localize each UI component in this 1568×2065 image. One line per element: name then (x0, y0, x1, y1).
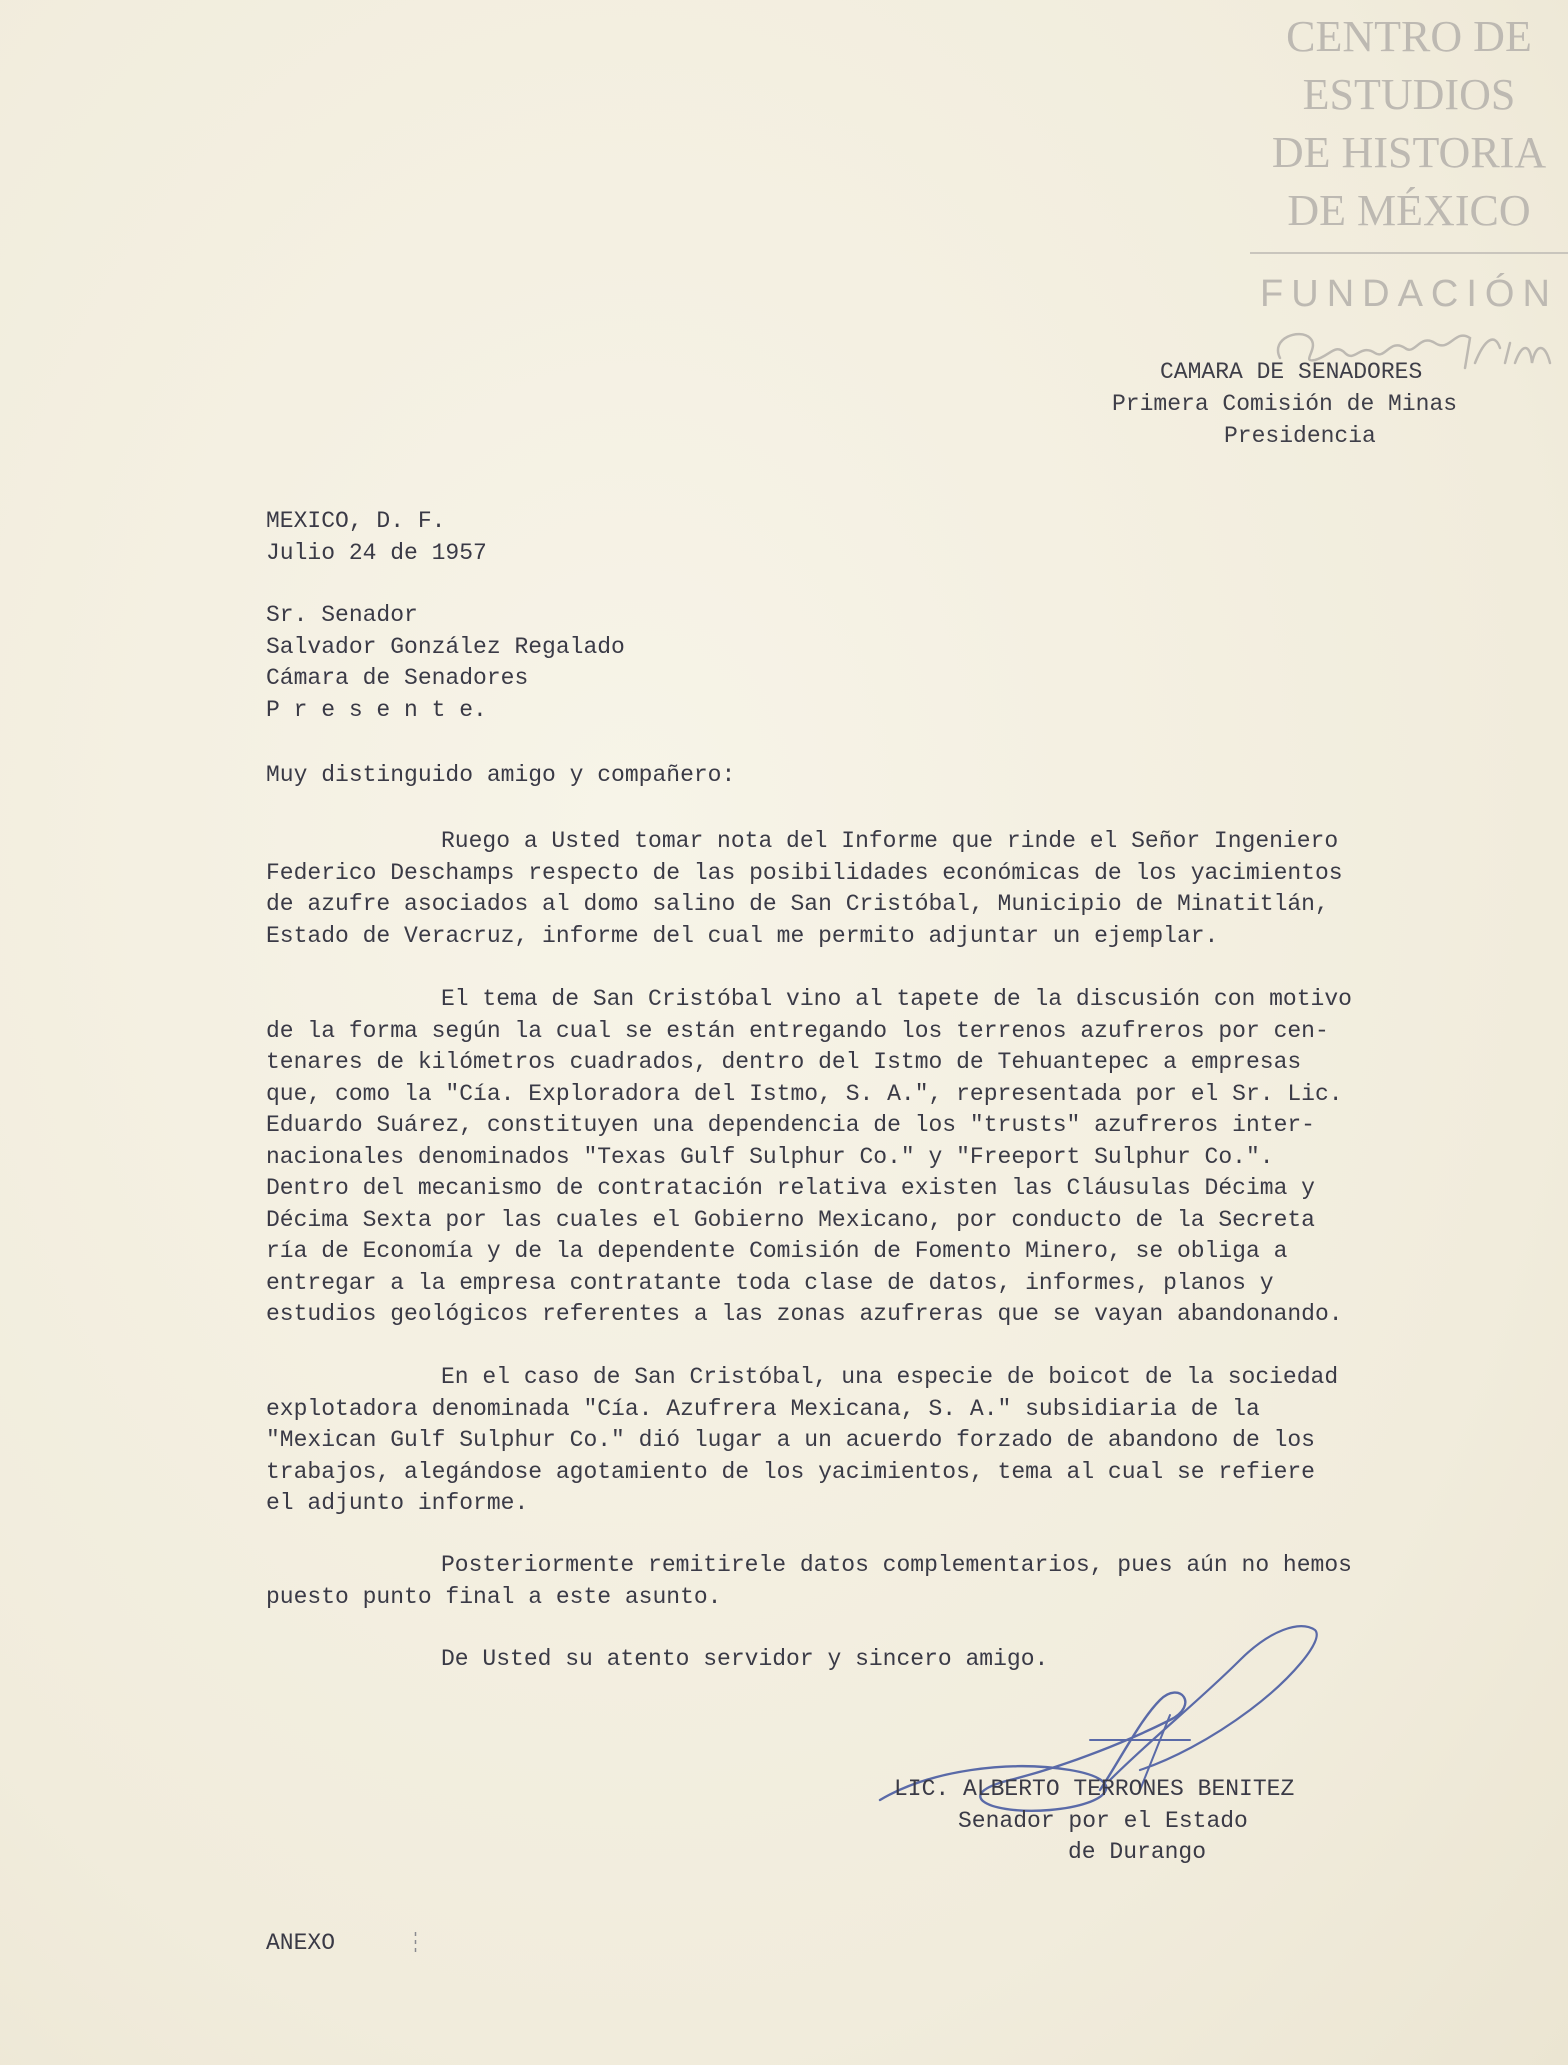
paragraph-line: Eduardo Suárez, constituyen una dependencia de los "trusts" azufreros inter- (266, 1112, 1315, 1138)
paragraph-line: trabajos, alegándose agotamiento de los yacimientos, tema al cual se refiere (266, 1458, 1315, 1485)
date-block (266, 506, 487, 569)
watermark-line-1: CENTRO DE (1286, 12, 1532, 61)
letterhead (1080, 356, 1520, 452)
paragraph-line: Posteriormente remitirele datos complementarios, pues aún no hemos (441, 1552, 1352, 1578)
recipient-block (266, 600, 625, 726)
annex-label: ANEXO (266, 1930, 336, 1956)
recipient-title: Sr. Senador (266, 602, 418, 628)
paragraph-line: de la forma según la cual se están entregando los terrenos azufreros por cen- (266, 1017, 1329, 1044)
paragraph-line: Dentro del mecanismo de contratación relativa existen las Cláusulas Décima y (266, 1175, 1315, 1201)
paragraph-2 (266, 984, 1352, 1331)
paragraph-line: que, como la "Cía. Exploradora del Istmo, S. A.", representada por el Sr. Lic. (266, 1080, 1343, 1107)
watermark-foundation: FUNDACIÓN (1260, 273, 1558, 315)
signature-block (890, 1774, 1450, 1869)
watermark-line-4: DE MÉXICO (1287, 186, 1531, 235)
recipient-presente: P r e s e n t e. (266, 696, 487, 723)
closing-text: De Usted su atento servidor y sincero amigo. (441, 1646, 1049, 1672)
paragraph-line: puesto punto final a este asunto. (266, 1583, 722, 1610)
paragraph-line: El tema de San Cristóbal vino al tapete de la discusión con motivo (441, 986, 1352, 1012)
paragraph-line: de azufre asociados al domo salino de San Cristóbal, Municipio de Minatitlán, (266, 891, 1329, 917)
paragraph-line: En el caso de San Cristóbal, una especie de boicot de la sociedad (441, 1364, 1339, 1390)
signer-role-1: Senador por el Estado (958, 1807, 1248, 1834)
paragraph-1 (266, 826, 1343, 952)
letterhead-office: Presidencia (1224, 423, 1376, 449)
paragraph-line: estudios geológicos referentes a las zonas azufreras que se vayan abandonando. (266, 1301, 1343, 1327)
paragraph-line: Ruego a Usted tomar nota del Informe que rinde el Señor Ingeniero (441, 828, 1339, 854)
watermark-divider (1250, 252, 1568, 254)
paragraph-4 (266, 1550, 1352, 1613)
paragraph-line: nacionales denominados "Texas Gulf Sulphur Co." y "Freeport Sulphur Co.". (266, 1143, 1274, 1170)
tick-mark-icon (414, 1932, 417, 1954)
salutation-text: Muy distinguido amigo y compañero: (266, 762, 736, 788)
paragraph-line: tenares de kilómetros cuadrados, dentro del Istmo de Tehuantepec a empresas (266, 1049, 1302, 1075)
paragraph-3 (266, 1362, 1338, 1520)
signer-name: LIC. ALBERTO TERRONES BENITEZ (894, 1776, 1295, 1802)
date-text: Julio 24 de 1957 (266, 539, 487, 566)
recipient-name: Salvador González Regalado (266, 633, 625, 660)
paragraph-line: "Mexican Gulf Sulphur Co." dió lugar a un acuerdo forzado de abandono de los (266, 1427, 1315, 1453)
salutation (266, 760, 735, 792)
paragraph-line: entregar a la empresa contratante toda clase de datos, informes, planos y (266, 1269, 1274, 1296)
paragraph-line: Décima Sexta por las cuales el Gobierno Mexicano, por conducto de la Secreta (266, 1206, 1315, 1233)
archive-watermark (1250, 8, 1568, 318)
paragraph-line: el adjunto informe. (266, 1490, 529, 1516)
paragraph-line: Estado de Veracruz, informe del cual me permito adjuntar un ejemplar. (266, 922, 1219, 949)
watermark-line-3: DE HISTORIA (1271, 128, 1547, 177)
paragraph-line: Federico Deschamps respecto de las posibilidades económicas de los yacimientos (266, 859, 1343, 886)
paragraph-line: ría de Economía y de la dependente Comisión de Fomento Minero, se obliga a (266, 1238, 1288, 1264)
recipient-institution: Cámara de Senadores (266, 665, 529, 691)
signer-role-2: de Durango (1068, 1839, 1207, 1865)
date-place: MEXICO, D. F. (266, 508, 446, 534)
letterhead-chamber: CAMARA DE SENADORES (1160, 359, 1423, 385)
paragraph-line: explotadora denominada "Cía. Azufrera Mexicana, S. A." subsidiaria de la (266, 1395, 1260, 1422)
letterhead-commission: Primera Comisión de Minas (1112, 391, 1458, 417)
watermark-line-2: ESTUDIOS (1302, 70, 1516, 119)
